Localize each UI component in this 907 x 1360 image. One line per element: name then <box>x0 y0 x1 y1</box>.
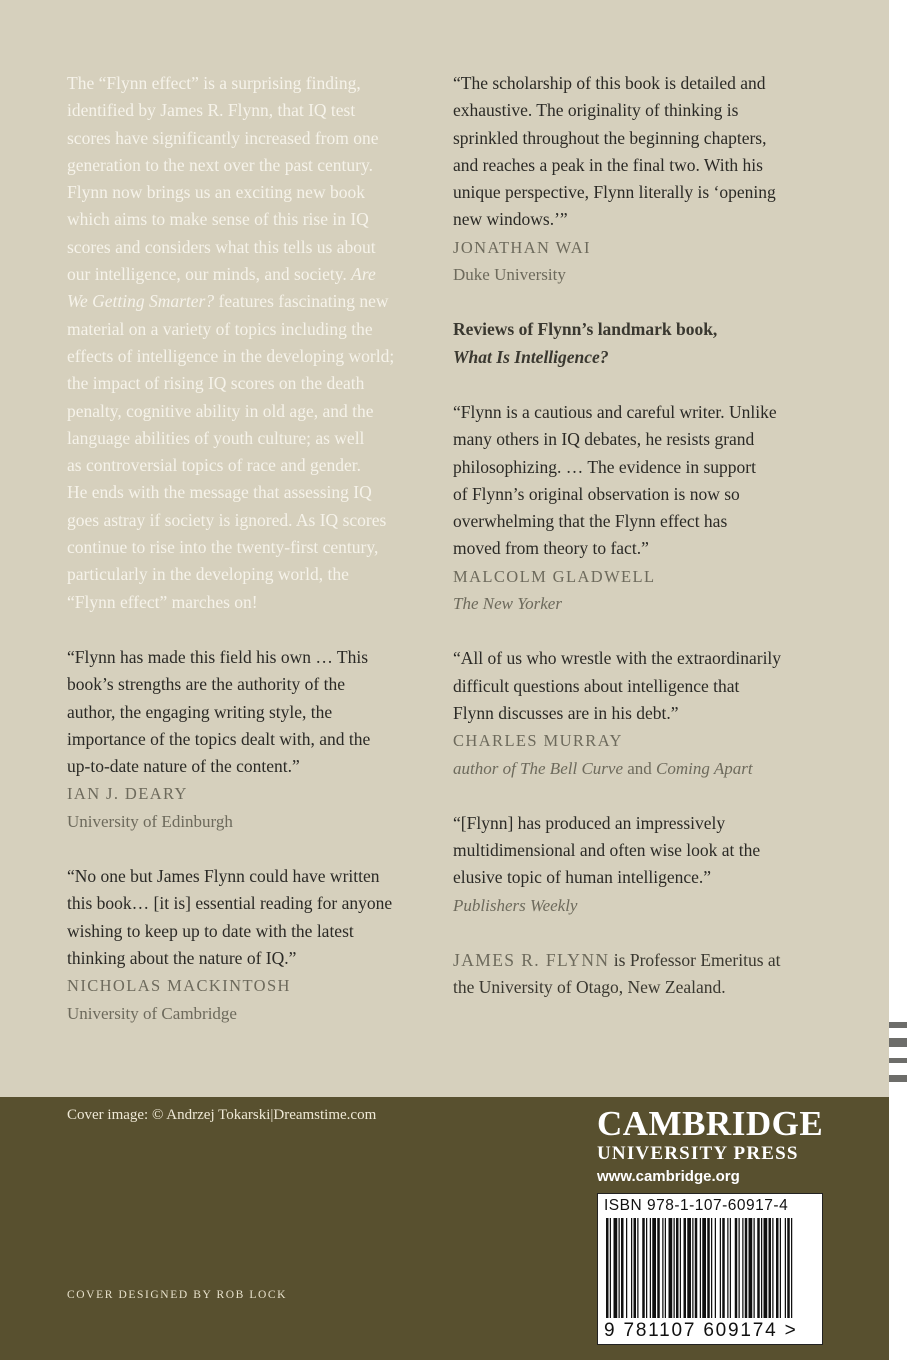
quote-wai <box>453 70 833 288</box>
reviews-heading: Reviews of Flynn’s landmark book, What Is Intelligence? <box>453 319 718 367</box>
quote-affiliation: author of The Bell Curve and Coming Apart <box>453 758 753 778</box>
quote-author: MALCOLM GLADWELL <box>453 566 656 586</box>
quote-gladwell <box>453 399 833 617</box>
quote-murray <box>453 645 833 781</box>
publisher-logo <box>597 1105 829 1189</box>
footer-band <box>0 1097 889 1360</box>
cover-designer-credit: COVER DESIGNED BY ROB LOCK <box>67 1289 288 1301</box>
quote-affiliation: Duke University <box>453 265 566 285</box>
quote-text: “No one but James Flynn could have written this book… [it is] essential reading for anyone wishing to keep up to date with the latest thinking about the nature of IQ.” <box>67 866 393 968</box>
page-edge <box>889 0 907 1360</box>
quote-text: “[Flynn] has produced an impressively multidimensional and often wise look at the elusive topic of human intelligence.” <box>453 812 761 888</box>
quote-affiliation: The New Yorker <box>453 594 562 614</box>
publisher-name: CAMBRIDGE <box>597 1104 824 1143</box>
edge-mark <box>889 1038 907 1047</box>
quote-text: “All of us who wrestle with the extraordinarily difficult questions about intelligence that Flynn discusses are in his debt.” <box>453 648 782 723</box>
author-name: JAMES R. FLYNN <box>453 950 610 971</box>
title-italic: We Getting Smarter? <box>67 291 215 312</box>
publisher-url: www.cambridge.org <box>597 1168 740 1185</box>
publisher-subtitle: UNIVERSITY PRESS <box>597 1143 799 1164</box>
edge-mark <box>889 1058 907 1063</box>
isbn-barcode <box>597 1193 823 1345</box>
quote-author: IAN J. DEARY <box>67 784 188 804</box>
isbn-label: ISBN 978-1-107-60917-4 <box>604 1197 789 1214</box>
barcode-icon <box>598 1218 822 1320</box>
quote-text: “Flynn is a cautious and careful writer. Unlike many others in IQ debates, he resists grand philosophizing. … The evidence in support of Flynn’s original observation is now so overwhelming that the Flynn effect has moved from theory to fact.” <box>453 401 777 559</box>
edge-mark <box>889 1022 907 1028</box>
quote-affiliation: University of Cambridge <box>67 1003 237 1023</box>
book-description: The “Flynn effect” is a surprising finding, identified by James R. Flynn, that IQ test scores have significantly increased from one generation to the next over the past century. Flynn now brings us an exciting new book which aims to make sense of this rise in IQ scores and considers what this tells us about our intelligence, our minds, and society. Are We Getting Smarter? features fascinating new material on a variety of topics including the effects of intelligence in the developing world; the impact of rising IQ scores on the death penalty, cognitive ability in old age, and the language abilities of youth culture; as well as controversial topics of race and gender. He ends with the message that assessing IQ goes astray if society is ignored. As IQ scores continue to rise into the twenty-first century, particularly in the developing world, the “Flynn effect” marches on! <box>67 73 395 612</box>
title-italic-start: Are <box>351 264 376 285</box>
barcode-digits: 9 781107 609174 > <box>604 1320 798 1341</box>
cover-image-credit: Cover image: © Andrzej Tokarski|Dreamstime.com <box>67 1107 377 1123</box>
quote-text: “Flynn has made this field his own … This book’s strengths are the authority of the author, the engaging writing style, the importance of the topics dealt with, and the up-to-date nature of the content.” <box>67 646 371 777</box>
quote-affiliation: University of Edinburgh <box>67 811 233 831</box>
quote-mackintosh <box>67 863 437 1027</box>
edge-mark <box>889 1075 907 1082</box>
quote-publishers-weekly <box>453 810 833 919</box>
quote-author: JONATHAN WAI <box>453 237 591 257</box>
quote-author: NICHOLAS MACKINTOSH <box>67 976 291 996</box>
author-bio: JAMES R. FLYNN is Professor Emeritus at the University of Otago, New Zealand. <box>453 950 781 998</box>
quote-affiliation: Publishers Weekly <box>453 895 578 915</box>
quote-text: “The scholarship of this book is detailed and exhaustive. The originality of thinking is sprinkled throughout the beginning chapters, and reaches a peak in the final two. With his unique perspective, Flynn literally is ‘opening new windows.’” <box>453 73 776 230</box>
quote-deary <box>67 644 437 835</box>
right-column <box>453 70 833 1002</box>
left-column <box>67 70 437 1027</box>
quote-author: CHARLES MURRAY <box>453 731 623 751</box>
